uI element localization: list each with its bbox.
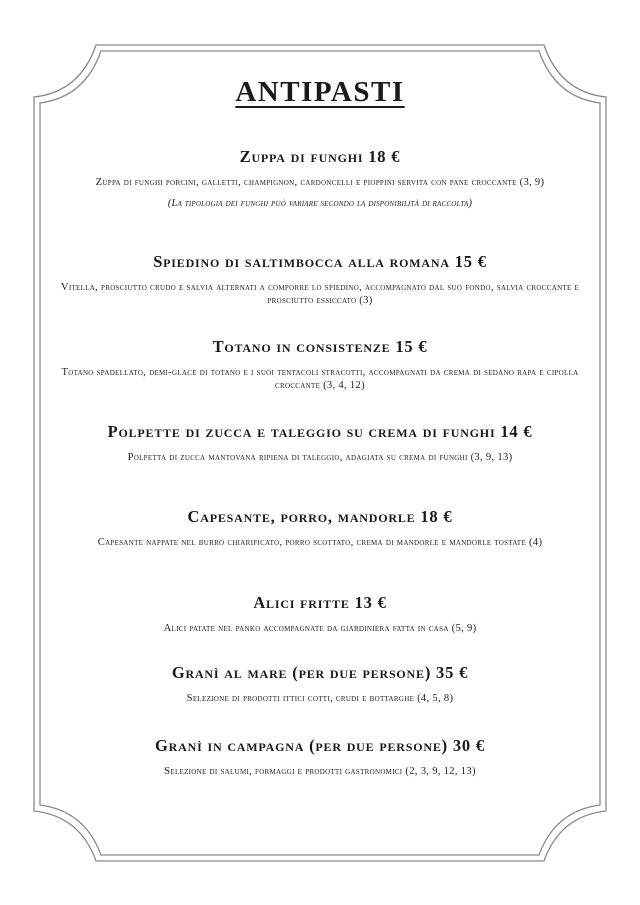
- dish-description: Selezione di prodotti ittici cotti, crudi e bottarghe (4, 5, 8): [186, 693, 454, 704]
- dish-name: Spiedino di saltimbocca alla romana 15 €: [153, 252, 487, 271]
- page-title: ANTIPASTI: [235, 76, 405, 108]
- dish-name: Alici fritte 13 €: [253, 593, 387, 612]
- dish-note: (La tipologia dei funghi può variare secondo la disponibilità di raccolta): [167, 198, 473, 209]
- dish-description: Polpetta di zucca mantovana ripiena di taleggio, adagiata su crema di funghi (3, 9, 13): [127, 452, 513, 463]
- dish-description: Totano spadellato, demi-glace di totano e i suoi tentacoli stracotti, accompagnati da crema di sedano rapa e cipolla croccante (3, 4, 12): [61, 367, 579, 391]
- dish-name: Zuppa di funghi 18 €: [239, 147, 401, 166]
- dish-name: Granì al mare (per due persone) 35 €: [171, 663, 469, 682]
- dish-description: Selezione di salumi, formaggi e prodotti gastronomici (2, 3, 9, 12, 13): [164, 766, 476, 777]
- dish-name: Polpette di zucca e taleggio su crema di funghi 14 €: [107, 422, 533, 441]
- dish-description: Vitella, prosciutto crudo e salvia alternati a comporre lo spiedino, accompagnato dal suo fondo, salvia croccante e prosciutto essiccato (3): [60, 282, 580, 306]
- menu-item: [60, 147, 580, 210]
- menu-item: [60, 663, 580, 705]
- menu-item: [60, 593, 580, 635]
- dish-description: Capesante nappate nel burro chiarificato, porro scottato, crema di mandorle e mandorle tostate (4): [97, 537, 543, 548]
- dish-name: Totano in consistenze 15 €: [212, 337, 428, 356]
- dish-name: Granì in campagna (per due persone) 30 €: [155, 736, 485, 755]
- dish-description: Alici patate nel panko accompagnate da giardiniera fatta in casa (5, 9): [163, 623, 477, 634]
- menu-item: [60, 422, 580, 464]
- dish-description: Zuppa di funghi porcini, galletti, champignon, cardoncelli e pioppini servita con pane croccante (3, 9): [95, 177, 545, 188]
- menu-item: [60, 252, 580, 307]
- menu-item: [60, 507, 580, 549]
- menu-item: [60, 736, 580, 778]
- menu-item: [60, 337, 580, 392]
- dish-name: Capesante, porro, mandorle 18 €: [187, 507, 453, 526]
